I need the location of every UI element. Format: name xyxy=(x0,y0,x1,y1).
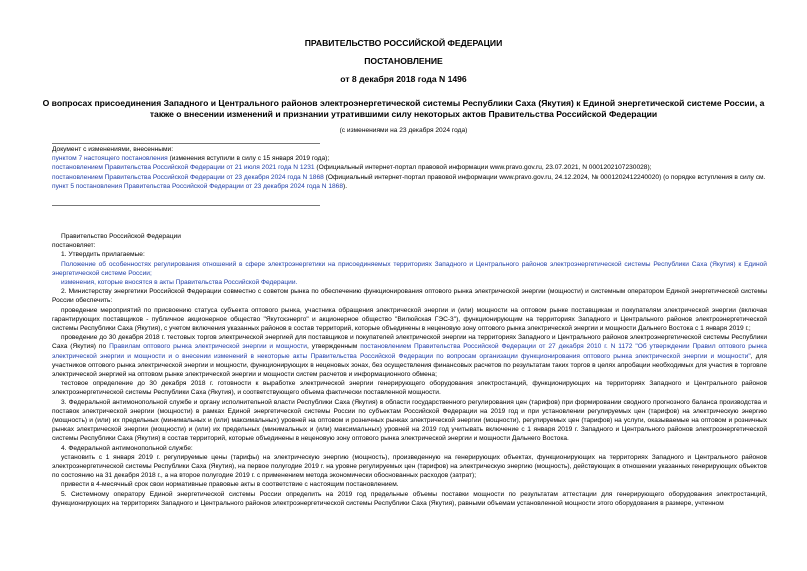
paragraph xyxy=(52,260,767,278)
document-title: О вопросах присоединения Западного и Центрального районов электроэнергетической системы Республики Саха (Якутия) к Единой энергетической системе России, а также о внесении изменений и признании утратившими силу некоторых актов Правительства Российской Федерации xyxy=(42,98,765,119)
change-item: постановлением Правительства Российской Федерации от 21 июля 2021 года N 1231 (Официальный интернет-портал правовой информации www.pravo.gov.ru, 23.07.2021, N 0001202107230028); xyxy=(52,164,652,172)
changes-block xyxy=(52,145,767,191)
changes-intro: Документ с изменениями, внесенными: xyxy=(52,146,174,153)
change-link[interactable]: постановлением Правительства Российской Федерации от 23 декабря 2024 года N 1868 xyxy=(52,173,324,181)
paragraph: 3. Федеральной антимонопольной службе и органу исполнительной власти Республики Саха (Якутия) в области государственного регулирования цен (тарифов) при формировании сводного прогнозного баланса производства и поставок электрической энергии (мощности) в рамках Единой энергетической системы России по субъектам Российской Федерации на 2019 год и при установлении регулируемых цен (тарифов) на электрическую энергию (мощность) и (или) их предельных (минимальных и (или) максимальных) уровней на оптовом и розничных рынках электрической энергии (мощности), регулируемых цен (тарифов) на услуги, оказываемые на оптовом и розничных рынках электрической энергии (мощности) и (или) их предельных (минимальных и (или) максимальных) уровней на 2019 год учитывать включение с 1 января 2019 г. Западного и Центрального районов электроэнергетической системы Республики Саха (Якутия) в состав территорий, которые объединены в неценовую зону оптового рынка электрической энергии и мощности Дальнего Востока. xyxy=(52,398,767,443)
change-link[interactable]: пунктом 7 настоящего постановления xyxy=(52,155,168,163)
paragraph: 4. Федеральной антимонопольной службе: xyxy=(61,444,193,452)
paragraph: постановляет: xyxy=(52,242,96,250)
paragraph: Правительство Российской Федерации xyxy=(61,233,181,240)
edition-note: (с изменениями на 23 декабря 2024 года) xyxy=(339,127,468,134)
divider-top xyxy=(52,143,320,144)
paragraph: 1. Утвердить прилагаемые: xyxy=(61,251,145,259)
government-heading: ПРАВИТЕЛЬСТВО РОССИЙСКОЙ ФЕДЕРАЦИИ xyxy=(304,38,503,48)
regulation-link[interactable]: Положение об особенностях регулирования отношений в сфере электроэнергетики на присоединяемых территориях Западного и Центрального районов электроэнергетической системы Республики Саха (Якутия) к Единой энергетической системе России; xyxy=(52,260,767,277)
divider-bottom xyxy=(52,205,320,206)
rules-link[interactable]: Правилам оптового рынка электрической энергии и мощности xyxy=(109,343,307,351)
paragraph xyxy=(52,278,767,287)
decree-link[interactable]: постановлением Правительства Российской Федерации от 27 декабря 2010 г. N 1172 "Об утверждении Правил оптового рынка электрической энергии и мощности и о внесении изменений в некоторые акты Правительства Российской Федерации по вопросам организации функционирования оптового рынка электрической энергии и мощности" xyxy=(52,343,767,360)
document-body xyxy=(52,232,767,508)
change-link[interactable]: пункт 5 постановления Правительства Российской Федерации от 23 декабря 2024 года N 1868 xyxy=(52,182,343,190)
paragraph: привести в 4-месячный срок свои нормативные правовые акты в соответствие с настоящим постановлением. xyxy=(61,481,399,489)
paragraph: тестовое определение до 30 декабря 2018 г. готовности к выработке электрической энергии генерирующего оборудования электростанций, функционирующих на территориях Западного и Центрального районов электроэнергетической системы Республики Саха (Якутия), и соответствующего объема фактически поставленной мощности. xyxy=(52,380,767,397)
change-link[interactable]: постановлением Правительства Российской Федерации от 21 июля 2021 года N 1231 xyxy=(52,164,315,172)
paragraph: проведение до 30 декабря 2018 г. тестовых торгов электрической энергией для поставщиков и покупателей электрической энергии на территориях Западного и Центрального районов электроэнергетической системы Республики Саха (Якутия) по Правилам оптового рынка электрической энергии и мощности, утвержденным постановлением Правительства Российской Федерации от 27 декабря 2010 г. N 1172 "Об утверждении Правил оптового рынка электрической энергии и мощности и о внесении изменений в некоторые акты Правительства Российской Федерации по вопросам организации функционирования оптового рынка электрической энергии и мощности", для участников оптового рынка электрической энергии и мощности, функционирующих в неценовых зонах, без осуществления финансовых расчетов по результатам таких торгов в целях апробации необходимых для участия в торговле электрической энергией на оптовом рынке электрической энергии и мощности систем расчетов и информационного обмена; xyxy=(52,334,768,379)
amendments-link[interactable]: изменения, которые вносятся в акты Правительства Российской Федерации. xyxy=(61,279,298,287)
document-date: от 8 декабря 2018 года N 1496 xyxy=(340,74,467,84)
change-item: постановлением Правительства Российской Федерации от 23 декабря 2024 года N 1868 (Официальный интернет-портал правовой информации www.pravo.gov.ru, 24.12.2024, № 0001202412240020) (о порядке вступления в силу см. пункт 5 постановления Правительства Российской Федерации от 23 декабря 2024 года N 1868). xyxy=(52,173,766,190)
paragraph: проведение мероприятий по присвоению статуса субъекта оптового рынка, участника обращения электрической энергии и (или) мощности на оптовом рынке поставщикам и покупателям электрической энергии (включая гарантирующих поставщиков - публичное акционерное общество "Якутскэнерго" и акционерное общество "Вилюйская ГЭС-3"), функционирующим на территориях Западного и Центрального районов электроэнергетической системы Республики Саха (Якутия), с учетом включения указанных районов в состав территорий, которые объединены в неценовую зону оптового рынка электрической энергии и мощности Дальнего Востока с 1 января 2019 г.; xyxy=(52,306,767,333)
paragraph: 5. Системному оператору Единой энергетической системы России определить на 2019 год предельные объемы поставки мощности по результатам аттестации для генерирующего оборудования электростанций, функционирующих на территориях Западного и Центрального районов электроэнергетической системы Республики Саха (Якутия), равными объемам установленной мощности этого оборудования в размере, учтенном xyxy=(52,490,767,507)
paragraph: 2. Министерству энергетики Российской Федерации совместно с советом рынка по обеспечению функционирования оптового рынка электрической энергии (мощности) и системным оператором Единой энергетической системы России обеспечить: xyxy=(52,288,767,305)
change-item: пунктом 7 настоящего постановления (изменения вступили в силу с 15 января 2019 года); xyxy=(52,155,330,163)
paragraph: установить с 1 января 2019 г. регулируемые цены (тарифы) на электрическую энергию (мощность), произведенную на генерирующих объектах, функционирующих на территориях Западного и Центрального районов электроэнергетической системы Республики Саха (Якутия), на первое полугодие 2019 г. на уровне регулируемых цен (тарифов) на электрическую энергию (мощность), действующих в отношении указанных генерирующих объектов по состоянию на 31 декабря 2018 г., а на второе полугодие 2019 г. с применением метода экономически обоснованных расходов (затрат); xyxy=(52,453,767,480)
document-type: ПОСТАНОВЛЕНИЕ xyxy=(364,56,443,66)
